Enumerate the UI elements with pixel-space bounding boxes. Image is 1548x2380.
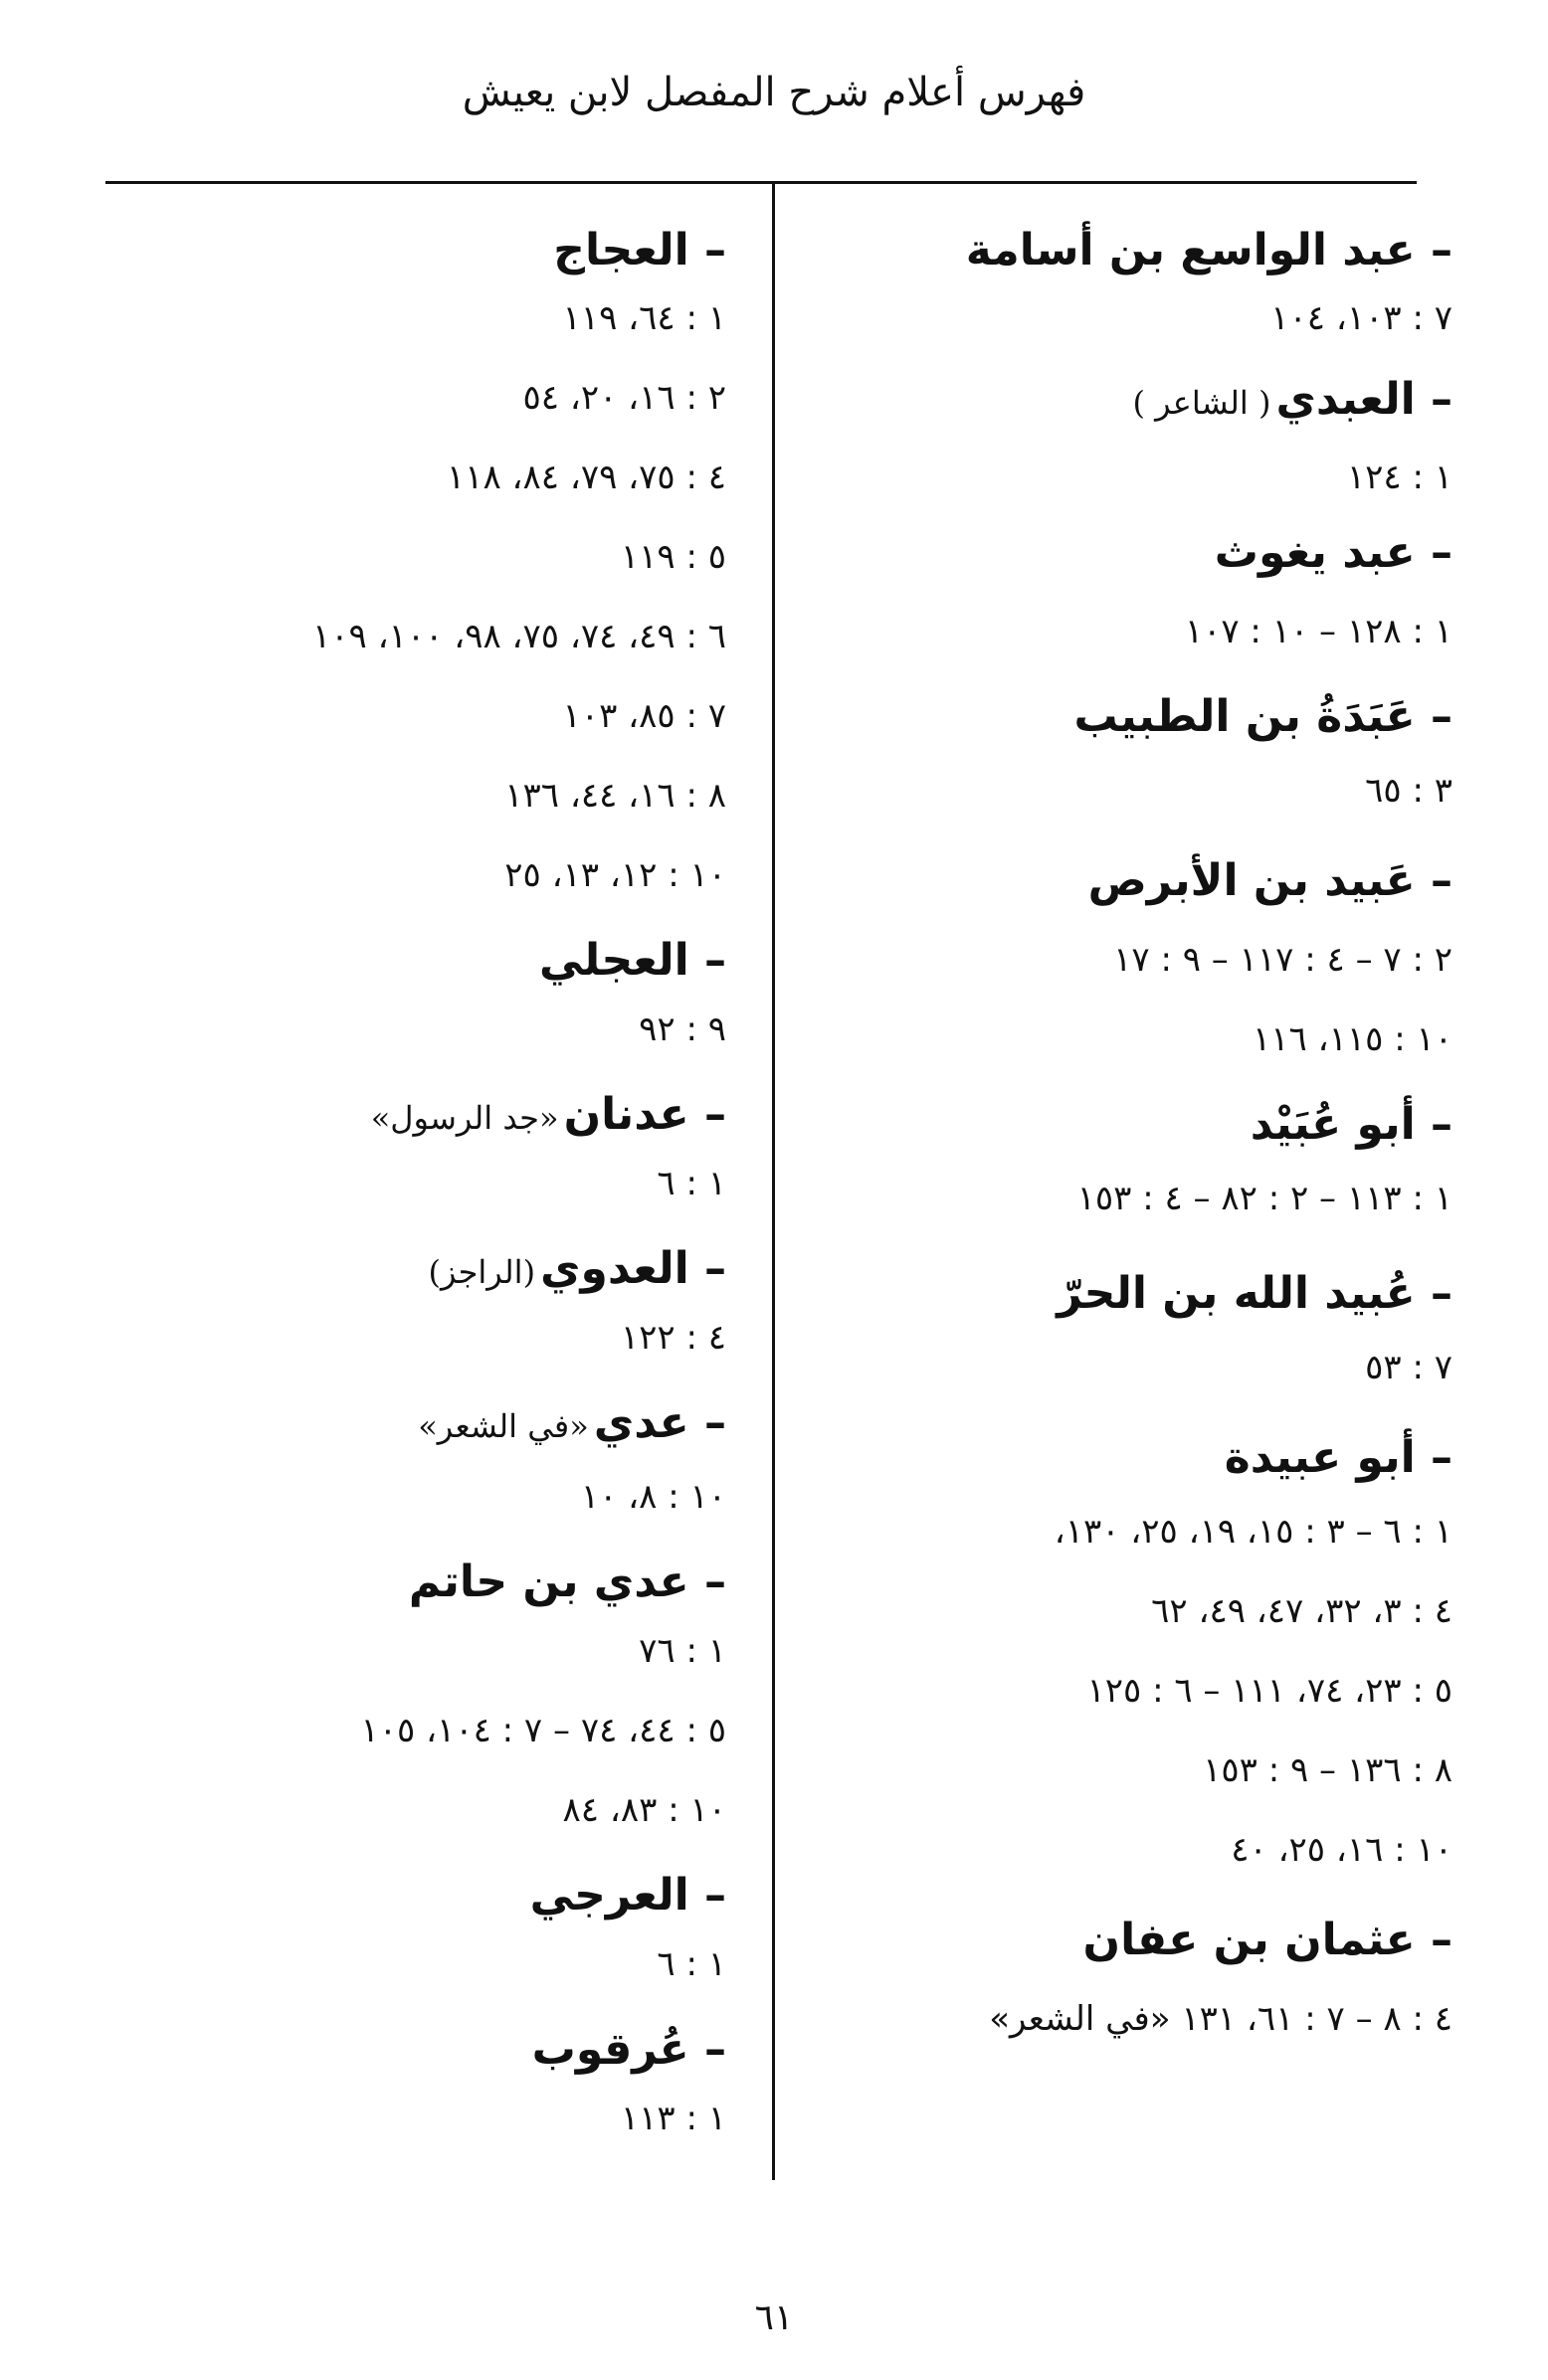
index-entry-name xyxy=(1057,1268,1452,1319)
page-references: ٤ : ١٢٢ xyxy=(620,1318,726,1358)
entry-note: «في الشعر» xyxy=(418,1407,589,1445)
entry-name: – عُرقوب xyxy=(531,2024,726,2075)
page-references: ٧ : ١٠٣، ١٠٤ xyxy=(1270,298,1452,338)
page-references: ١ : ١٢٨ – ١٠ : ١٠٧ xyxy=(1184,612,1452,651)
page-references: ٩ : ٩٢ xyxy=(639,1009,726,1049)
page-references: ٣ : ٦٥ xyxy=(1365,771,1452,811)
page-references: ١ : ١٢٤ xyxy=(1346,458,1452,497)
entry-name: – عَبَدَةُ بن الطبيب xyxy=(1073,691,1452,742)
page-references: ١ : ٦٤، ١١٩ xyxy=(562,298,726,338)
entry-name: – عدي بن حاتم xyxy=(408,1556,726,1607)
index-entry-name xyxy=(530,1870,726,1921)
entry-name: – عَبيد بن الأبرص xyxy=(1087,855,1452,906)
page-references: ٥ : ٢٣، ٧٤، ١١١ – ٦ : ١٢٥ xyxy=(1086,1671,1452,1711)
index-entry-name xyxy=(1225,1432,1452,1483)
entry-name: – العجلي xyxy=(539,935,726,986)
page-references: ٥ : ١١٩ xyxy=(620,537,726,577)
page-references: ١٠ : ٨٣، ٨٤ xyxy=(562,1790,726,1830)
entry-name: – العدوي xyxy=(540,1243,726,1294)
page-references: ٨ : ١٣٦ – ٩ : ١٥٣ xyxy=(1203,1750,1452,1790)
page-references: ٤ : ٨ – ٧ : ٦١، ١٣١ «في الشعر» xyxy=(989,1999,1452,2039)
index-entry-name xyxy=(1088,855,1452,906)
page-references: ٤ : ٧٥، ٧٩، ٨٤، ١١٨ xyxy=(446,458,726,497)
entry-note: ( الشاعر ) xyxy=(1132,384,1271,422)
entry-name: – العرجي xyxy=(529,1870,726,1921)
index-entry-name xyxy=(1132,374,1452,425)
page-references: ١٠ : ١١٥، ١١٦ xyxy=(1253,1019,1452,1059)
entry-note: (الراجز) xyxy=(428,1253,536,1291)
entry-name: – عدنان xyxy=(563,1089,726,1140)
entry-name: – أبو عُبَيْد xyxy=(1250,1099,1452,1150)
page-references: ١ : ٦ – ٣ : ١٥، ١٩، ٢٥، ١٣٠، xyxy=(1054,1512,1452,1552)
page-references: ١ : ١١٣ xyxy=(620,2099,726,2138)
page-references: ٤ : ٣، ٣٢، ٤٧، ٤٩، ٦٢ xyxy=(1151,1591,1452,1631)
header-rule xyxy=(105,181,1417,184)
index-entry-name xyxy=(1215,527,1452,578)
page-references: ٧ : ٨٥، ١٠٣ xyxy=(562,696,726,736)
page-references: ١ : ٧٦ xyxy=(639,1631,726,1671)
index-entry-name xyxy=(1083,1915,1452,1965)
column-divider xyxy=(772,181,775,2180)
page-number: ٦١ xyxy=(754,2297,794,2338)
index-entry-name xyxy=(532,2024,726,2075)
page-references: ١ : ٦ xyxy=(657,1164,726,1203)
index-entry-name xyxy=(409,1556,726,1607)
index-entry-name xyxy=(966,225,1452,275)
index-entry-name xyxy=(371,1089,726,1140)
index-entry-name xyxy=(553,225,726,275)
entry-name: – عبد الواسع بن أسامة xyxy=(965,225,1452,275)
entry-name: – عدي xyxy=(593,1397,726,1448)
index-entry-name xyxy=(428,1243,726,1294)
entry-name: – عثمان بن عفان xyxy=(1082,1915,1452,1965)
page-references: ١٠ : ١٢، ١٣، ٢٥ xyxy=(504,855,726,895)
page-references: ١٠ : ١٦، ٢٥، ٤٠ xyxy=(1231,1830,1452,1870)
index-entry-name xyxy=(1074,691,1452,742)
page-references: ٢ : ٧ – ٤ : ١١٧ – ٩ : ١٧ xyxy=(1113,940,1452,980)
page-references: ٨ : ١٦، ٤٤، ١٣٦ xyxy=(504,776,726,816)
entry-name: – أبو عبيدة xyxy=(1224,1432,1452,1483)
index-entry-name xyxy=(539,935,726,986)
page-references: ٢ : ١٦، ٢٠، ٥٤ xyxy=(522,378,726,418)
page-references: ٥ : ٤٤، ٧٤ – ٧ : ١٠٤، ١٠٥ xyxy=(360,1711,726,1750)
running-header: فهرس أعلام شرح المفصل لابن يعيش xyxy=(462,70,1086,115)
entry-note: «جد الرسول» xyxy=(370,1099,559,1137)
entry-name: – عبد يغوث xyxy=(1214,527,1452,578)
index-entry-name xyxy=(1251,1099,1452,1150)
page-references: ١ : ١١٣ – ٢ : ٨٢ – ٤ : ١٥٣ xyxy=(1076,1179,1452,1218)
page-references: ٦ : ٤٩، ٧٤، ٧٥، ٩٨، ١٠٠، ١٠٩ xyxy=(312,617,726,656)
page-references: ١ : ٦ xyxy=(657,1944,726,1984)
page-references: ٧ : ٥٣ xyxy=(1365,1348,1452,1387)
entry-name: – العجاج xyxy=(553,225,726,275)
entry-name: – عُبيد الله بن الحرّ xyxy=(1057,1268,1452,1319)
entry-name: – العبدي xyxy=(1275,374,1452,425)
page-references: ١٠ : ٨، ١٠ xyxy=(580,1477,726,1517)
index-entry-name xyxy=(418,1397,726,1448)
